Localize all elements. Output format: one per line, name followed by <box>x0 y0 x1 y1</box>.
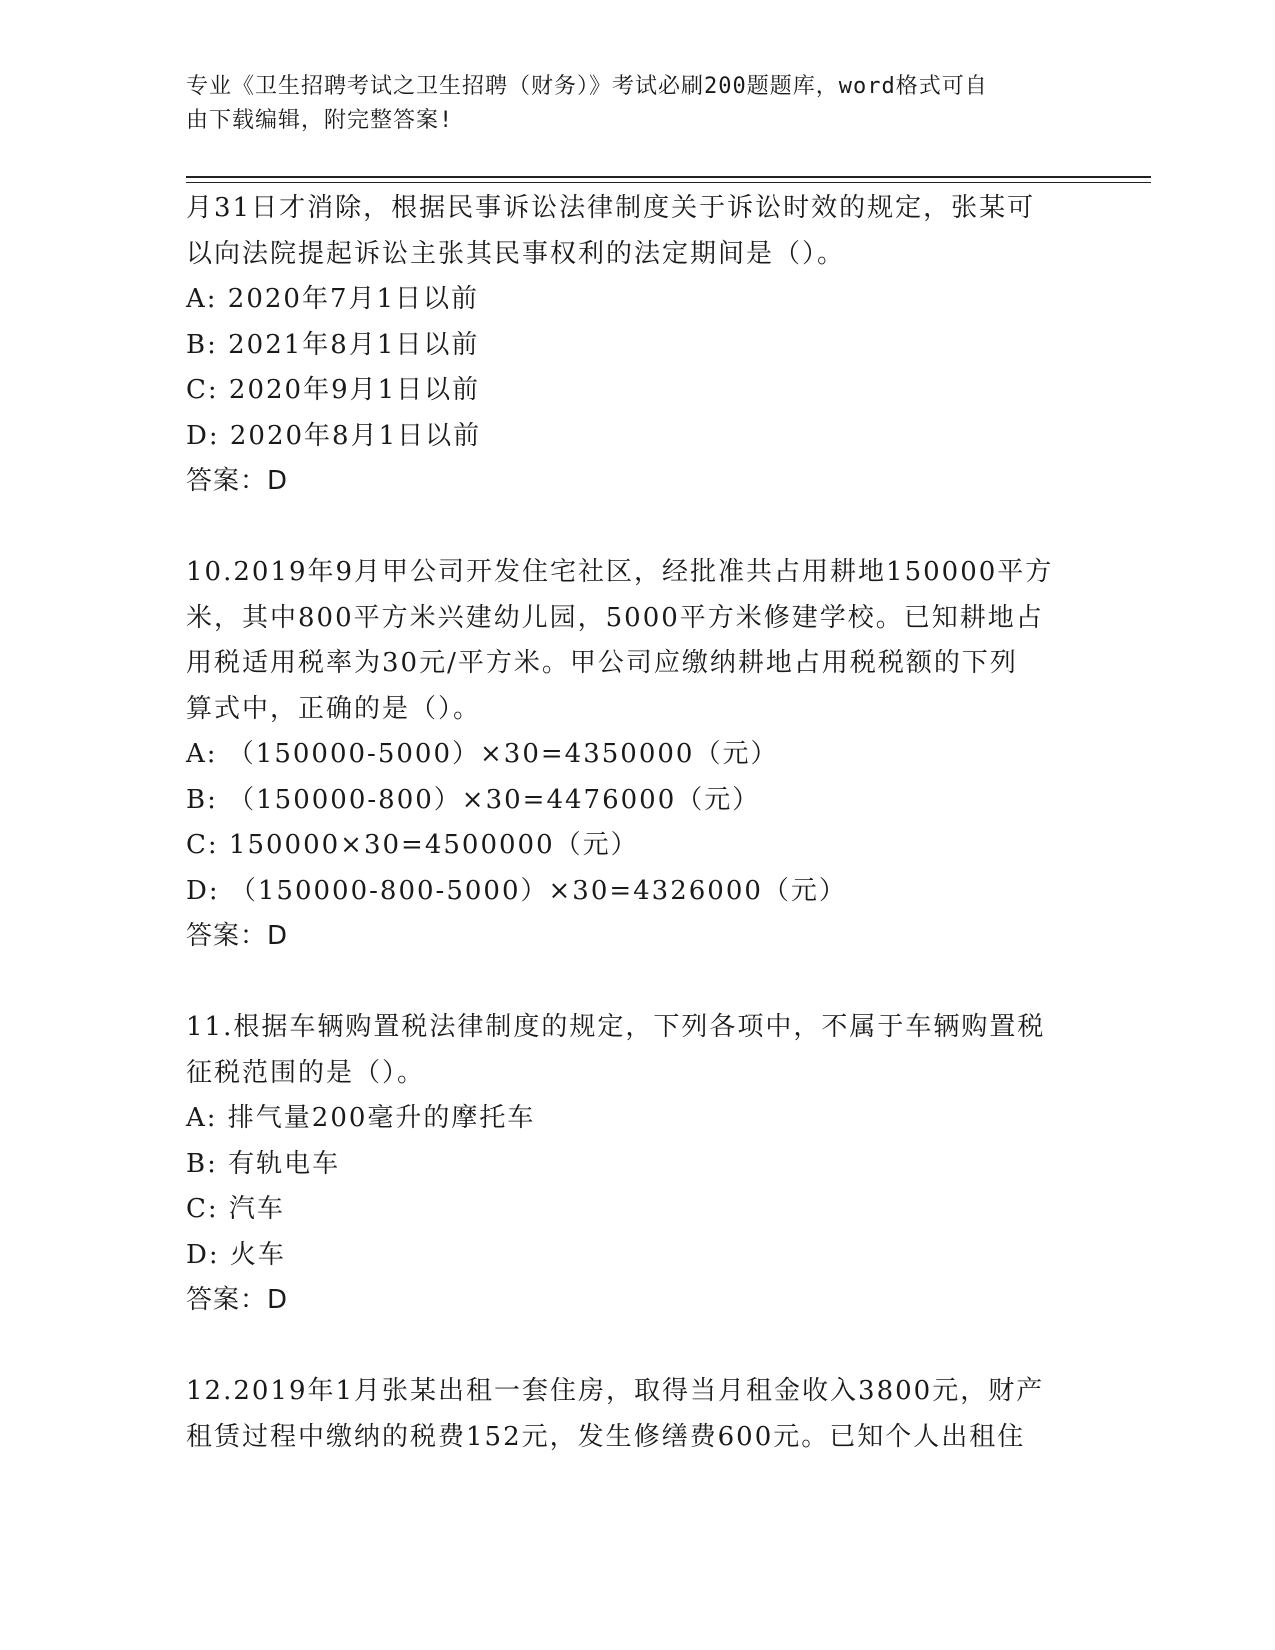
header-divider-thick <box>186 176 1151 178</box>
question-stem-line: 米，其中800平方米兴建幼儿园，5000平方米修建学校。已知耕地占 <box>186 602 1044 633</box>
question-stem-line: 10.2019年9月甲公司开发住宅社区，经批准共占用耕地150000平方 <box>186 557 1054 587</box>
option-c: C: 2020年9月1日以前 <box>186 375 481 405</box>
document-header <box>186 70 1066 138</box>
option-b: B: 有轨电车 <box>186 1148 341 1179</box>
option-b: B: （150000-800）×30=4476000（元） <box>186 784 761 815</box>
option-a: A: （150000-5000）×30=4350000（元） <box>186 739 779 769</box>
option-d: D: （150000-800-5000）×30=4326000（元） <box>186 875 847 906</box>
question-list <box>186 186 1086 1460</box>
question-11 <box>186 1005 1086 1324</box>
header-line-2: 由下载编辑，附完整答案! <box>186 108 454 133</box>
question-12 <box>186 1369 1086 1460</box>
answer-label: 答案：D <box>186 466 289 496</box>
question-stem-line: 以向法院提起诉讼主张其民事权利的法定期间是（）。 <box>186 238 846 269</box>
question-spacer <box>186 960 1086 1006</box>
option-a: A: 2020年7月1日以前 <box>186 284 480 314</box>
question-10 <box>186 550 1086 960</box>
question-stem-line: 11.根据车辆购置税法律制度的规定，下列各项中，不属于车辆购置税 <box>186 1012 1046 1042</box>
option-b: B: 2021年8月1日以前 <box>186 329 480 360</box>
question-spacer <box>186 1324 1086 1370</box>
question-stem-line: 用税适用税率为30元/平方米。甲公司应缴纳耕地占用税税额的下列 <box>186 648 1018 678</box>
question-9 <box>186 186 1086 505</box>
question-stem-line: 算式中，正确的是（）。 <box>186 693 482 724</box>
question-stem-line: 租赁过程中缴纳的税费152元，发生修缮费600元。已知个人出租住 <box>186 1421 1026 1452</box>
header-divider-thin <box>186 182 1151 183</box>
header-line-1: 专业《卫生招聘考试之卫生招聘（财务）》考试必刷200题题库，word格式可自 <box>186 74 988 99</box>
option-c: C: 汽车 <box>186 1194 285 1224</box>
option-a: A: 排气量200毫升的摩托车 <box>186 1103 536 1133</box>
answer-label: 答案：D <box>186 1285 289 1315</box>
option-d: D: 2020年8月1日以前 <box>186 420 482 451</box>
question-stem-line: 征税范围的是（）。 <box>186 1057 426 1088</box>
question-stem-line: 12.2019年1月张某出租一套住房，取得当月租金收入3800元，财产 <box>186 1376 1045 1406</box>
option-d: D: 火车 <box>186 1239 286 1270</box>
question-stem-line: 月31日才消除，根据民事诉讼法律制度关于诉讼时效的规定，张某可 <box>186 193 1036 223</box>
option-c: C: 150000×30=4500000（元） <box>186 830 639 860</box>
answer-label: 答案：D <box>186 921 289 951</box>
question-spacer <box>186 505 1086 551</box>
